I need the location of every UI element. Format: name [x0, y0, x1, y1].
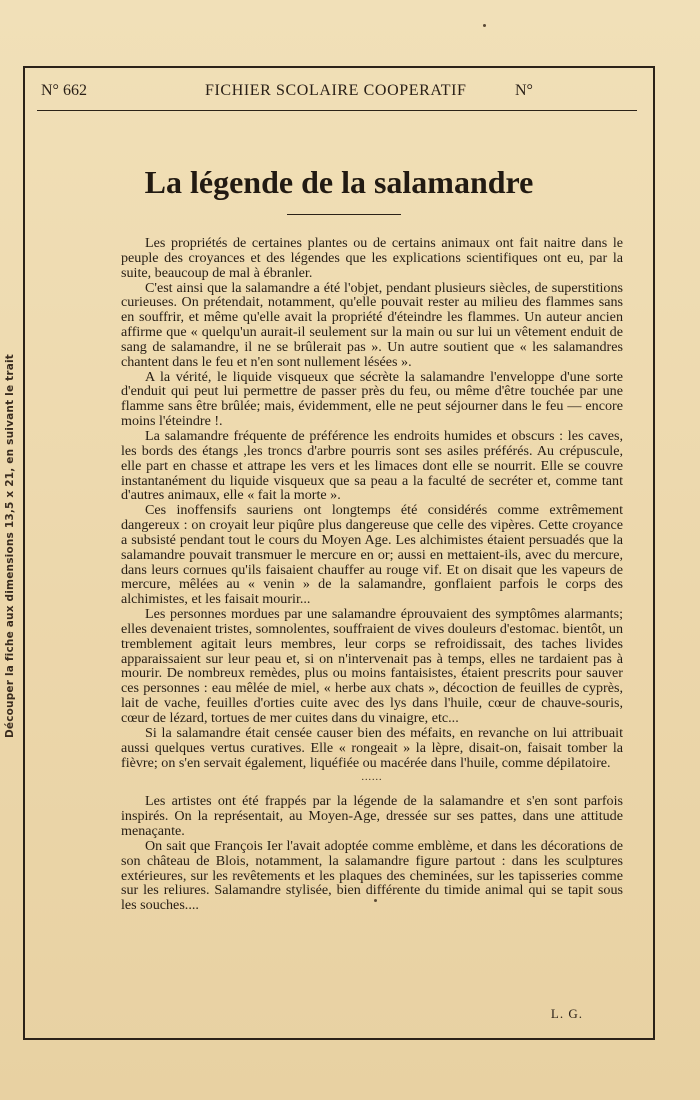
- title-underline: [287, 214, 401, 215]
- card-frame: [23, 66, 655, 1040]
- paragraph: A la vérité, le liquide visqueux que sécrète la salamandre l'enveloppe d'une sorte d'enduit qui peut lui permettre de passer près du feu, ou même d'être touchée par une flamme sans être brûlée; mais, évidemment, elle ne peut séjourner dans le feu — encore moins l'éteindre !.: [121, 368, 623, 430]
- section-separator: ......: [361, 772, 383, 784]
- ink-speck: [483, 24, 486, 27]
- card-number: N° 662: [41, 82, 87, 99]
- header-divider: [37, 110, 637, 111]
- page-title: La légende de la salamandre: [144, 164, 534, 200]
- cutting-instruction: Découper la fiche aux dimensions 13,5 x 21, en suivant le trait: [4, 353, 16, 739]
- paragraph: Si la salamandre était censée causer bien des méfaits, en revanche on lui attribuait aussi quelques vertus curatives. Elle « rongeait » la lèpre, disait-on, faisait tomber la fièvre; on s'en servait également, liquéfiée ou macérée dans l'huile, comme dépilatoire.: [121, 724, 623, 771]
- paragraph: C'est ainsi que la salamandre a été l'objet, pendant plusieurs siècles, de superstitions curieuses. On prétendait, notamment, qu'elle pouvait rester au milieu des flammes sans en souffrir, et même qu'elle avait la propriété d'éteindre les flammes. Un auteur ancien affirme que « quelqu'un aurait-il seulement sur la main ou sur lui un vêtement enduit de sang de salamandre, il ne se brûlerait pas ». Un autre soutient que « les salamandres chantent dans le feu et n'en sont nullement lésées ».: [121, 279, 623, 370]
- paragraph: La salamandre fréquente de préférence les endroits humides et obscurs : les caves, les bords des étangs ,les troncs d'arbre pourris sont ses asiles préférés. Au crépuscule, elle part en chasse et attrape les vers et les limaces dont elle se nourrit. Elle se couvre instantanément du liquide visqueux que sa peau a la faculté de secréter et, comme tant d'autres animaux, elle « fait la morte ».: [121, 427, 623, 504]
- article-body: [121, 236, 623, 913]
- paragraph: On sait que François Ier l'avait adoptée comme emblème, et dans les décorations de son château de Blois, notamment, la salamandre figure partout : dans les sculptures extérieures, sur les revêtements et les plaques des cheminées, sur les tapisseries comme sur les reliures. Salamandre stylisée, bien différente du timide animal qui se tapit sous les souches....: [121, 837, 623, 914]
- author-initials: L. G.: [550, 1006, 583, 1021]
- series-title: FICHIER SCOLAIRE COOPERATIF: [205, 82, 467, 99]
- paragraph: Les personnes mordues par une salamandre éprouvaient des symptômes alarmants; elles devenaient tristes, somnolentes, souffraient de vives douleurs d'estomac. bientôt, un tremblement agitait leurs membres, leur corps se refroidissait, des taches livides apparaissaient sur leur peau et, si on n'intervenait pas à temps, elles ne tardaient pas à mourir. De nombreux remèdes, plus ou moins fantaisistes, étaient prescrits pour sauver ces personnes : eau mêlée de miel, « herbe aux chats », décoction de feuilles de cyprès, lait de vache, feuilles d'orties cuite avec des lys dans l'huile, cœur de chauve-souris, cœur de lézard, tortues de mer cuites dans du vinaigre, etc...: [121, 606, 623, 726]
- paragraph: Les artistes ont été frappés par la légende de la salamandre et s'en sont parfois inspirés. On la représentait, au Moyen-Age, dressée sur ses pattes, dans une attitude menaçante.: [121, 793, 623, 840]
- paragraph: Les propriétés de certaines plantes ou de certains animaux ont fait naitre dans le peuple des croyances et des légendes que les explications scientifiques ont eu, par la suite, beaucoup de mal à ébranler.: [121, 235, 623, 281]
- paragraph: Ces inoffensifs sauriens ont longtemps été considérés comme extrêmement dangereux : on croyait leur piqûre plus dangereuse que celle des vipères. Cette croyance a subsisté pendant tout le cours du Moyen Age. Les alchimistes étaient persuadés que la salamandre pouvait transmuer le mercure en or; aussi en mettaient-ils, avec du mercure, dans leurs cornues qu'ils faisaient chauffer au rouge vif. Et on disait que les vapeurs de mercure, mêlées au « venin » de la salamandre, gonflaient parfois le corps des alchimistes, et les faisait mourir...: [121, 502, 623, 608]
- card-header: [39, 80, 639, 104]
- card-number-blank: N°: [515, 82, 533, 99]
